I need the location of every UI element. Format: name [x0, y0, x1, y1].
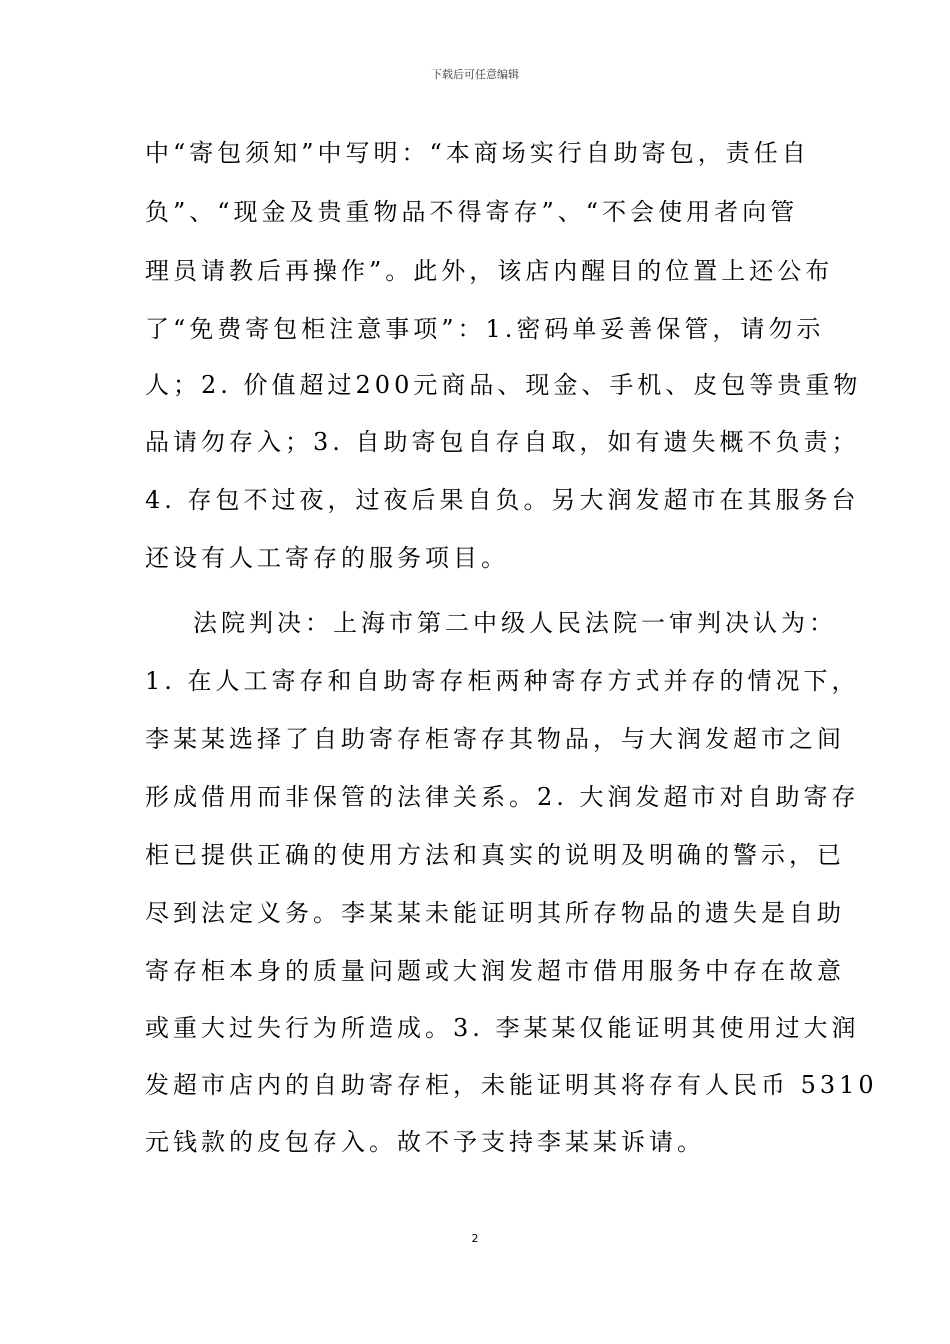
text-line: 人；2. 价值超过200元商品、现金、手机、皮包等贵重物: [145, 371, 862, 399]
text-line: 1. 在人工寄存和自助寄存柜两种寄存方式并存的情况下，: [145, 667, 860, 695]
text-line: 柜已提供正确的使用方法和真实的说明及明确的警示，已: [145, 841, 845, 869]
page-number: 2: [471, 1232, 479, 1245]
page-header: 下载后可任意编辑: [431, 68, 519, 81]
text-line: 或重大过失行为所造成。3. 李某某仅能证明其使用过大润: [145, 1014, 860, 1042]
text-line: 寄存柜本身的质量问题或大润发超市借用服务中存在故意: [145, 957, 845, 985]
text-line: 品请勿存入；3. 自助寄包自存自取，如有遗失概不负责；: [145, 428, 860, 456]
text-line: 尽到法定义务。李某某未能证明其所存物品的遗失是自助: [145, 899, 845, 927]
paragraph-first-line: 法院判决：上海市第二中级人民法院一审判决认为：: [193, 609, 837, 637]
text-line: 还设有人工寄存的服务项目。: [145, 544, 509, 572]
text-line: 李某某选择了自助寄存柜寄存其物品，与大润发超市之间: [145, 725, 845, 753]
text-line: 发超市店内的自助寄存柜，未能证明其将存有人民币 5310: [145, 1071, 878, 1099]
text-line: 中“寄包须知”中写明：“本商场实行自助寄包，责任自: [145, 139, 810, 167]
text-line: 形成借用而非保管的法律关系。2. 大润发超市对自助寄存: [145, 783, 860, 811]
text-line: 元钱款的皮包存入。故不予支持李某某诉请。: [145, 1128, 705, 1156]
text-line: 理员请教后再操作”。此外，该店内醒目的位置上还公布: [145, 257, 834, 285]
text-line: 负”、“现金及贵重物品不得寄存”、“不会使用者向管: [145, 198, 799, 226]
text-line: 4. 存包不过夜，过夜后果自负。另大润发超市在其服务台: [145, 486, 860, 514]
text-line: 了“免费寄包柜注意事项”：1.密码单妥善保管，请勿示: [145, 315, 825, 343]
